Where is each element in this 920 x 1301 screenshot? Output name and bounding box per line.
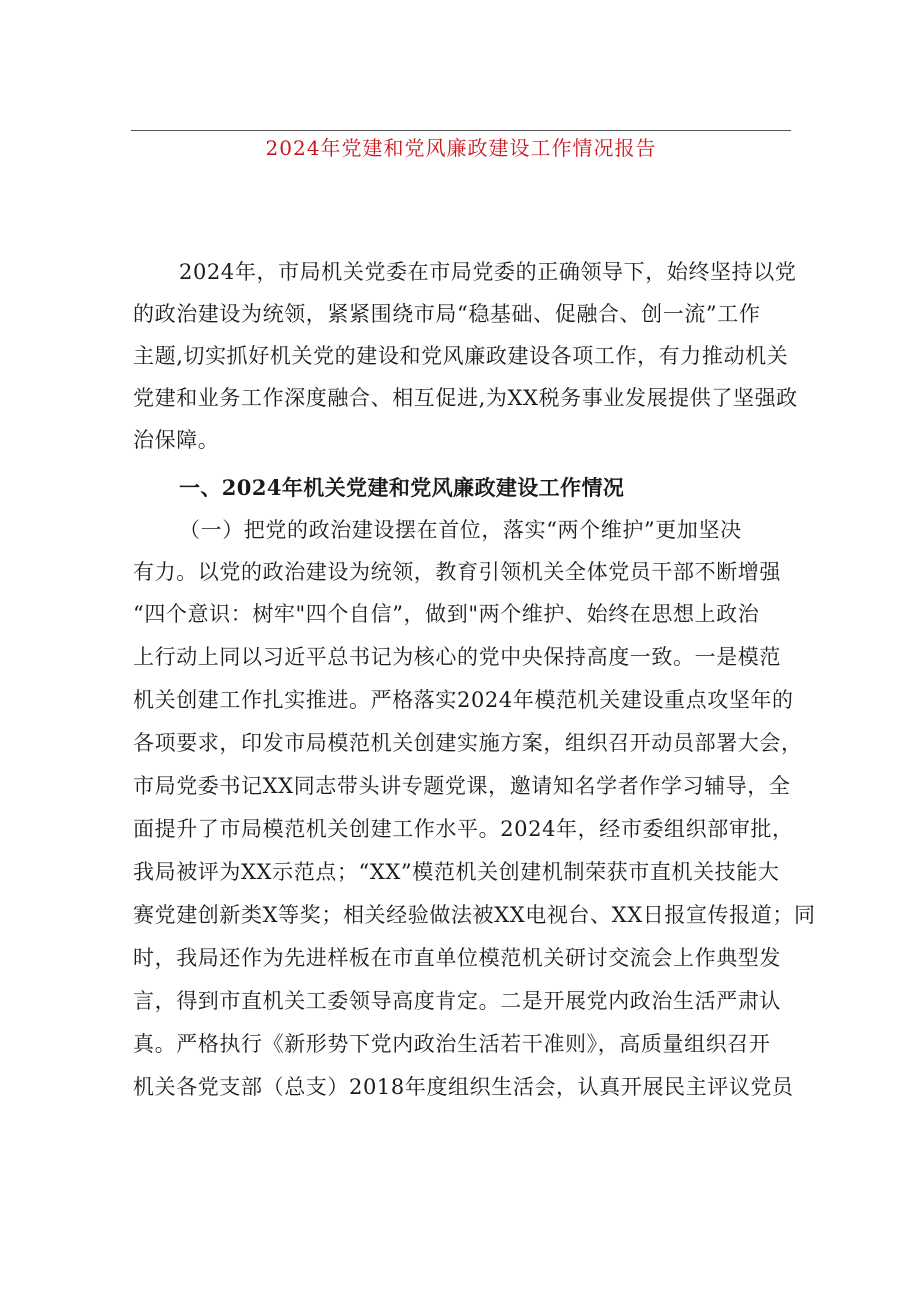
document-title: 2024年党建和党风廉政建设工作情况报告 bbox=[265, 136, 657, 160]
paragraph-line: 市局党委书记XX同志带头讲专题党课，邀请知名学者作学习辅导，全 bbox=[133, 774, 791, 798]
paragraph-line: 有力。以党的政治建设为统领，教育引领机关全体党员干部不断增强 bbox=[133, 560, 781, 584]
paragraph-line: 治保障。 bbox=[133, 428, 220, 452]
paragraph-line: 2024年，市局机关党委在市局党委的正确领导下，始终坚持以党 bbox=[179, 260, 797, 284]
paragraph-line: 时，我局还作为先进样板在市直单位模范机关研讨交流会上作典型发 bbox=[133, 946, 781, 970]
paragraph-line: 主题,切实抓好机关党的建设和党风廉政建设各项工作，有力推动机关 bbox=[133, 344, 789, 368]
paragraph-line: 的政治建设为统领，紧紧围绕市局“稳基础、促融合、创一流”工作 bbox=[133, 302, 761, 326]
section-heading: 一、2024年机关党建和党风廉政建设工作情况 bbox=[179, 475, 625, 500]
paragraph-line: 面提升了市局模范机关创建工作水平。2024年，经市委组织部审批， bbox=[133, 817, 794, 841]
paragraph-line: 我局被评为XX示范点；“XX”模范机关创建机制荣获市直机关技能大 bbox=[133, 860, 780, 884]
paragraph-line: 上行动上同以习近平总书记为核心的党中央保持高度一致。一是模范 bbox=[133, 645, 781, 669]
paragraph-line: 机关创建工作扎实推进。严格落实2024年模范机关建设重点攻坚年的 bbox=[133, 688, 794, 712]
paragraph-line: “四个意识：树牢"四个自信”，做到"两个维护、始终在思想上政治 bbox=[133, 602, 760, 626]
header-rule bbox=[131, 130, 791, 131]
paragraph-line: 党建和业务工作深度融合、相互促进,为XX税务事业发展提供了坚强政 bbox=[133, 386, 798, 410]
paragraph-line: 各项要求，印发市局模范机关创建实施方案，组织召开动员部署大会， bbox=[133, 731, 803, 755]
paragraph-line: （一）把党的政治建设摆在首位，落实“两个维护”更加坚决 bbox=[179, 518, 742, 542]
paragraph-line: 真。严格执行《新形势下党内政治生活若干准则》，高质量组织召开 bbox=[133, 1032, 771, 1056]
paragraph-line: 赛党建创新类X等奖；相关经验做法被XX电视台、XX日报宣传报道；同 bbox=[133, 903, 816, 927]
paragraph-line: 机关各党支部（总支）2018年度组织生活会，认真开展民主评议党员 bbox=[133, 1075, 794, 1099]
paragraph-line: 言，得到市直机关工委领导高度肯定。二是开展党内政治生活严肃认 bbox=[133, 989, 781, 1013]
